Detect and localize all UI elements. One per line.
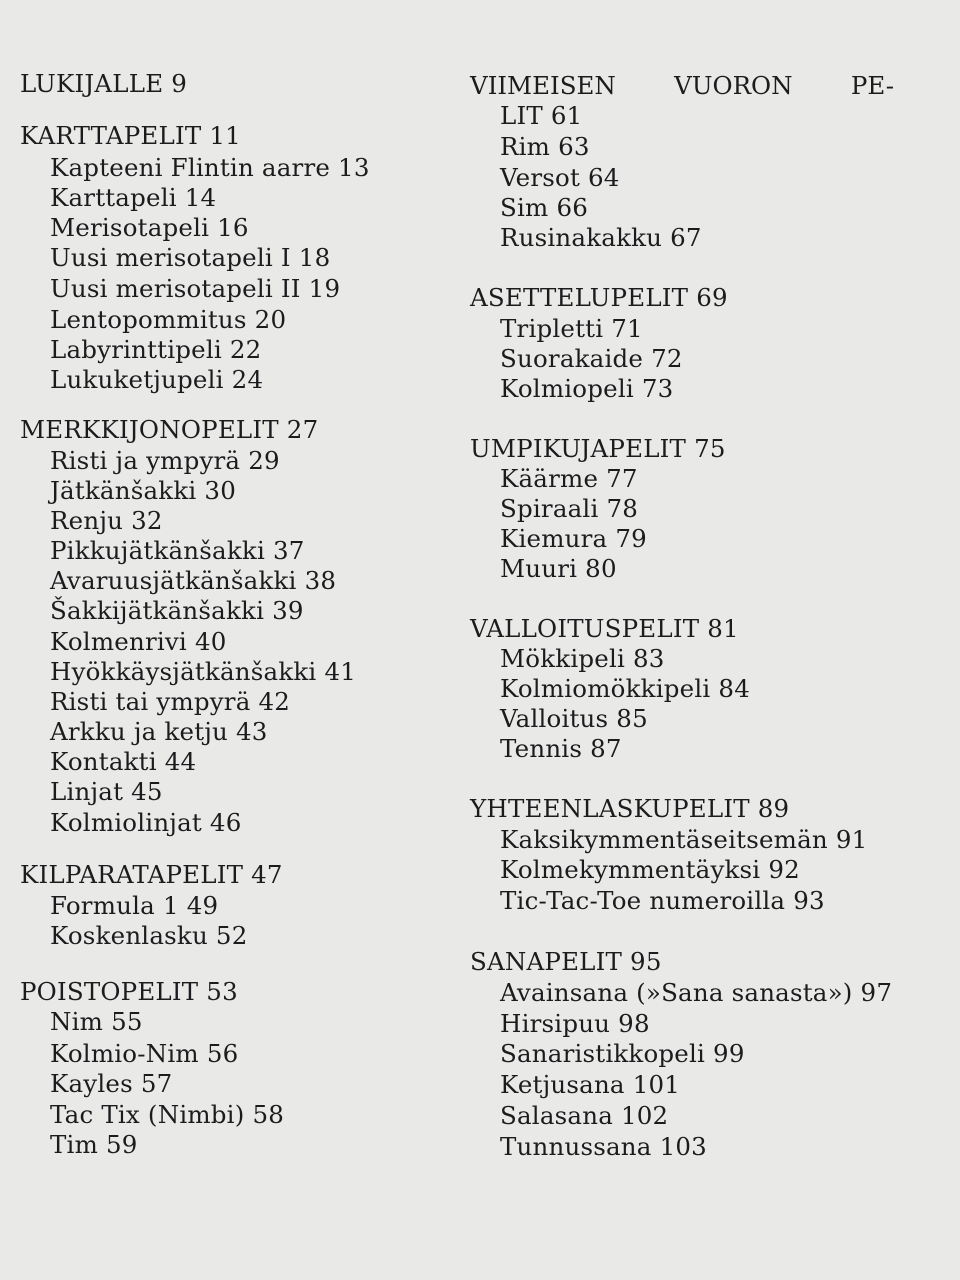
toc-entry: Salasana 102 xyxy=(500,1101,669,1130)
section-heading: POISTOPELIT 53 xyxy=(20,977,238,1006)
section-heading: YHTEENLASKUPELIT 89 xyxy=(470,794,790,823)
toc-entry: Rim 63 xyxy=(500,132,590,161)
toc-entry: Tripletti 71 xyxy=(500,314,643,343)
toc-entry: Rusinakakku 67 xyxy=(500,223,702,252)
toc-entry: Lentopommitus 20 xyxy=(50,305,287,334)
section-heading-justified xyxy=(470,72,894,100)
toc-entry: Nim 55 xyxy=(50,1007,143,1036)
toc-entry: Tic-Tac-Toe numeroilla 93 xyxy=(500,886,825,915)
toc-entry: Tunnussana 103 xyxy=(500,1132,707,1161)
toc-entry: Kolmiolinjat 46 xyxy=(50,808,242,837)
toc-entry: Mökkipeli 83 xyxy=(500,644,665,673)
toc-entry: Uusi merisotapeli I 18 xyxy=(50,243,331,272)
section-heading: VALLOITUSPELIT 81 xyxy=(470,614,739,643)
section-heading: MERKKIJONOPELIT 27 xyxy=(20,415,319,444)
toc-entry: Hirsipuu 98 xyxy=(500,1009,650,1038)
toc-entry: Formula 1 49 xyxy=(50,891,219,920)
toc-entry: Kiemura 79 xyxy=(500,524,647,553)
toc-entry: Versot 64 xyxy=(500,163,620,192)
section-heading: LUKIJALLE 9 xyxy=(20,69,188,98)
toc-entry: Ketjusana 101 xyxy=(500,1070,681,1099)
toc-entry: Šakkijätkänšakki 39 xyxy=(50,596,304,625)
toc-entry: Valloitus 85 xyxy=(500,704,648,733)
section-heading: UMPIKUJAPELIT 75 xyxy=(470,434,726,463)
toc-entry: Kolmenrivi 40 xyxy=(50,627,227,656)
toc-entry: Tim 59 xyxy=(50,1130,138,1159)
toc-entry: Avainsana (»Sana sanasta») 97 xyxy=(500,978,893,1007)
toc-entry: Koskenlasku 52 xyxy=(50,921,248,950)
toc-entry: Arkku ja ketju 43 xyxy=(50,717,268,746)
toc-entry: Kolmio-Nim 56 xyxy=(50,1039,239,1068)
toc-entry: Avaruusjätkänšakki 38 xyxy=(50,566,337,595)
toc-entry: Sanaristikkopeli 99 xyxy=(500,1039,745,1068)
toc-entry: Muuri 80 xyxy=(500,554,617,583)
toc-entry: Kolmiomökkipeli 84 xyxy=(500,674,750,703)
section-heading-word: PE- xyxy=(850,71,894,100)
toc-entry: Kolmiopeli 73 xyxy=(500,374,674,403)
toc-entry: Jätkänšakki 30 xyxy=(50,476,236,505)
toc-entry: Linjat 45 xyxy=(50,777,163,806)
toc-entry: Kolmekymmentäyksi 92 xyxy=(500,855,800,884)
toc-entry: Sim 66 xyxy=(500,193,589,222)
toc-entry: Risti ja ympyrä 29 xyxy=(50,446,280,475)
toc-entry: Renju 32 xyxy=(50,506,163,535)
toc-entry: Suorakaide 72 xyxy=(500,344,683,373)
toc-entry: Kontakti 44 xyxy=(50,747,197,776)
toc-entry: Käärme 77 xyxy=(500,464,638,493)
toc-entry: Labyrinttipeli 22 xyxy=(50,335,262,364)
section-heading: ASETTELUPELIT 69 xyxy=(470,283,728,312)
toc-entry: Kayles 57 xyxy=(50,1069,173,1098)
section-heading-word: VUORON xyxy=(674,71,793,100)
toc-entry: Kaksikymmentäseitsemän 91 xyxy=(500,825,868,854)
section-heading: KARTTAPELIT 11 xyxy=(20,121,241,150)
toc-entry: Tac Tix (Nimbi) 58 xyxy=(50,1100,285,1129)
section-heading: SANAPELIT 95 xyxy=(470,947,662,976)
toc-entry: Tennis 87 xyxy=(500,734,622,763)
toc-entry: Spiraali 78 xyxy=(500,494,639,523)
section-heading: KILPARATAPELIT 47 xyxy=(20,860,283,889)
toc-entry: Kapteeni Flintin aarre 13 xyxy=(50,153,370,182)
section-heading-word: VIIMEISEN xyxy=(470,71,616,100)
toc-entry: Pikkujätkänšakki 37 xyxy=(50,536,305,565)
toc-entry: Uusi merisotapeli II 19 xyxy=(50,274,341,303)
toc-entry: Karttapeli 14 xyxy=(50,183,217,212)
toc-entry: Merisotapeli 16 xyxy=(50,213,249,242)
toc-entry: LIT 61 xyxy=(500,101,583,130)
toc-entry: Hyökkäysjätkänšakki 41 xyxy=(50,657,357,686)
toc-entry: Lukuketjupeli 24 xyxy=(50,365,264,394)
toc-entry: Risti tai ympyrä 42 xyxy=(50,687,291,716)
